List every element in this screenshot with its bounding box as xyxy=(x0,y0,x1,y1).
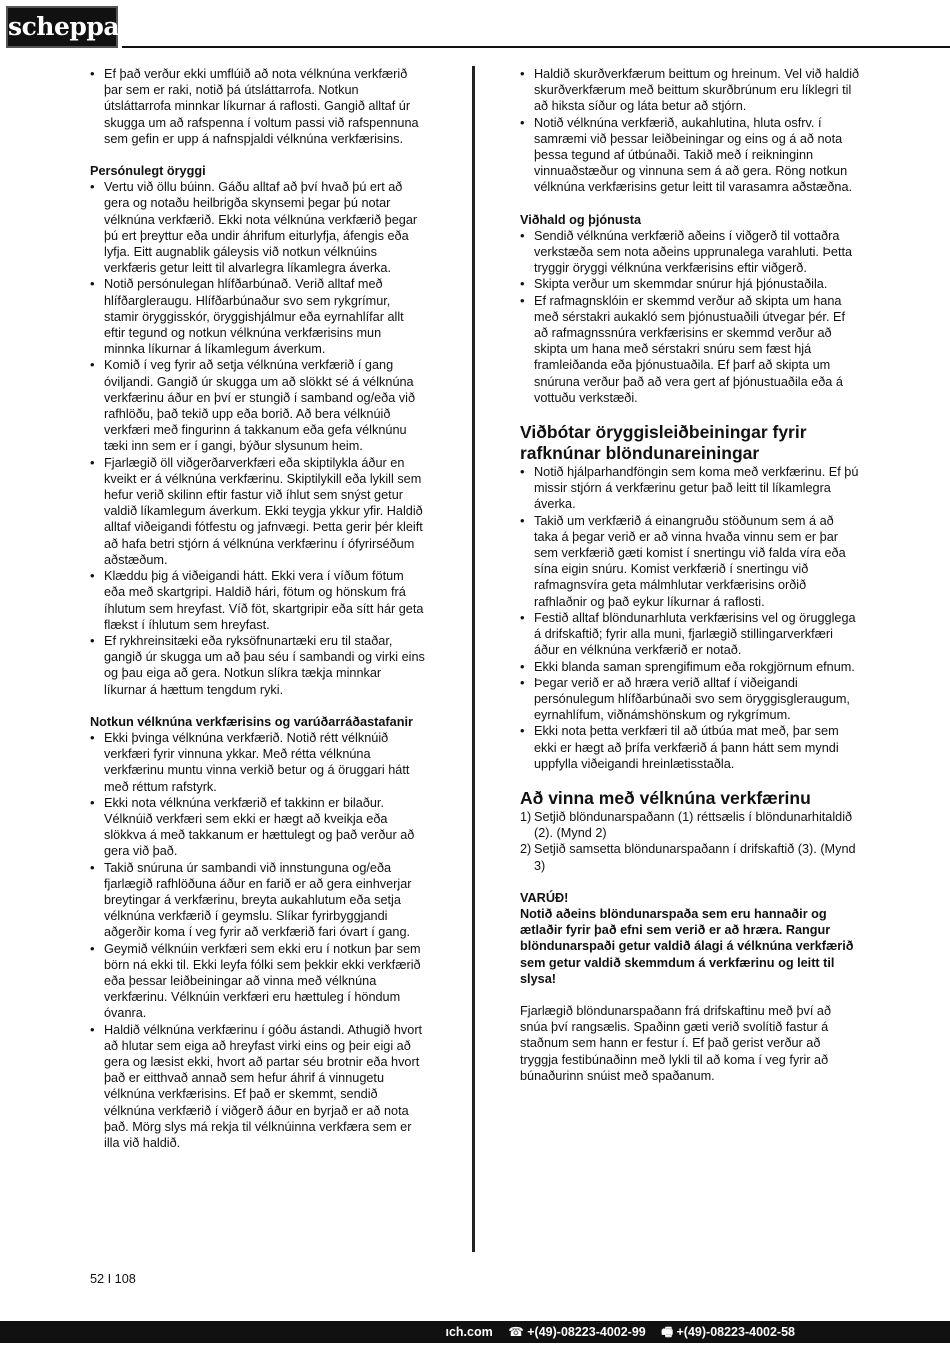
list-item: • Skipta verður um skemmdar snúrur hjá þjónustaðila. xyxy=(520,276,860,292)
header-rule xyxy=(122,46,950,48)
section-heading-additional-safety: Viðbótar öryggisleiðbeiningar fyrir rafknúnar blöndunareiningar xyxy=(520,422,807,464)
list-item: • Ekki blanda saman sprengifimum eða rokgjörnum efnum. xyxy=(520,659,860,675)
list-item: • Haldið vélknúna verkfærinu í góðu ástandi. Athugið hvort að hlutar sem eiga að hreyfast virki eins og þeir eigi að gera og læsist ekki, hvort að partar séu brotnir eða hvort það er eitthvað annað sem hefur áhrif á vinnugetu vélknúna verkfærisins. Ef það er skemmt, sendið vélknúna verkfærið í viðgerð áður en byrjað er að nota það. Mörg slys má rekja til vélknúinna verkfæra sem er illa við haldið. xyxy=(90,1022,425,1152)
list-item: • Geymið vélknúin verkfæri sem ekki eru í notkun þar sem börn ná ekki til. Ekki leyfa fólki sem þekkir ekki verkfærið eða þessar leiðbeiningar að vinna með vélknúna verkfærinu. Vélknúin verkfæri eru hættuleg í höndum óvanra. xyxy=(90,941,425,1022)
list-item: • Ef rykhreinsitæki eða ryksöfnunartæki eru til staðar, gangið úr skugga um að þau séu í sambandi og virki eins og þau eiga að gera. Notkun slíkra tækja minnkar líkurnar á hættum tengdum ryki. xyxy=(90,633,425,698)
footer-bar xyxy=(0,1321,950,1343)
step-text: Setjið blöndunarspaðann (1) réttsælis í blöndunarhitaldið (2). (Mynd 2) xyxy=(534,809,853,841)
left-column xyxy=(90,66,425,1151)
list-item: • Þegar verið er að hræra verið alltaf í viðeigandi persónulegum hlífðarbúnaði svo sem öryggisgleraugum, eyrnahlífum, viðnámshönskum og rykgrímum. xyxy=(520,675,860,724)
top-list xyxy=(520,66,860,196)
list-item: • Notið vélknúna verkfærið, aukahlutina, hluta osfrv. í samræmi við þessar leiðbeiningar og eins og á að nota þessa tegund af útbúnaði. Takið með í reikninginn vinnuaðstæður og vinnuna sem á að gera. Röng notkun vélknúna verkfærisins getur leitt til varasamra aðstæðna. xyxy=(520,115,860,196)
step-item xyxy=(520,841,860,873)
usage-list xyxy=(90,730,425,1151)
list-item: • Notið hjálparhandföngin sem koma með verkfærinu. Ef þú missir stjórn á verkfærinu getur það leitt til líkamlegra áverka. xyxy=(520,464,860,513)
right-column xyxy=(520,66,860,1084)
list-item: • Festið alltaf blöndunarhluta verkfærisins vel og örugglega á drifskaftið; fyrir alla muni, fjarlægið stillingarverkfæri áður en vélknúna verkfærið er notað. xyxy=(520,610,860,659)
step-number: 2) xyxy=(520,842,532,857)
footer-fax: 🖷 +(49)-08223-4002-58 xyxy=(661,1325,795,1339)
list-item: • Ef rafmagnsklóin er skemmd verður að skipta um hana með sérstakri aukakló sem þjónustuaðili útvegar þér. Ef að rafmagnssnúra verkfærisins er skemmd verður að skipta um hana með sérstakri snúru sem fæst hjá framleiðanda eða þjónustuaðila. Ef þarf að skipta um snúruna verður það að vera gert af þjónustuaðila eða á vottuðu verkstæði. xyxy=(520,293,860,406)
list-item: • Takið snúruna úr sambandi við innstunguna og/eða fjarlægið rafhlöðuna áður en farið er að gera einhverjar breytingar á verkfærinu, breyta aukahlutum eða setja vélknúna verkfærið í geymslu. Slíkar fyrirbyggjandi aðgerðir koma í veg fyrir að verkfærið fari óvart í gang. xyxy=(90,860,425,941)
page-number: 52 I 108 xyxy=(90,1272,136,1286)
section-heading-personal-safety: Persónulegt öryggi xyxy=(90,164,206,179)
list-item: • Haldið skurðverkfærum beittum og hreinum. Vel við haldið skurðverkfærum með beittum skurðbrúnum eru líklegri til að hiksta síður og láta betur að stjórn. xyxy=(520,66,860,115)
section-heading-working: Að vinna með vélknúna verkfærinu xyxy=(520,787,811,808)
removal-paragraph: Fjarlægið blöndunarspaðann frá drifskaftinu með því að snúa því rangsælis. Spaðinn gæti verið svolítið fastur á staðnum sem hann er festur í. Ef það gerist verður að tryggja festibúnaðinn með lykli til að koma í veg fyrir að búnaðurinn snúist með spaðanum. xyxy=(520,1003,832,1083)
intro-list xyxy=(90,66,425,147)
list-item: • Fjarlægið öll viðgerðarverkfæri eða skiptilykla áður en kveikt er á vélknúna verkfærinu. Skiptilykill eða lykill sem hefur verið skilinn eftir fastur við íhlut sem snýst getur valdið líkamlegum áverkum. Ekki teygja ykkur yfir. Haldið alltaf viðeigandi fótfestu og jafnvægi. Þetta gerir þér kleift að hafa betri stjórn á vélknúna verkfærinu í ófyrirséðum aðstæðum. xyxy=(90,455,425,568)
list-item: • Ef það verður ekki umflúið að nota vélknúna verkfærið þar sem er raki, notið þá útsláttarrofa. Notkun útsláttarrofa minnkar líkurnar á raflosti. Gangið alltaf úr skugga um að rafspenna í voltum passi við rafspennuna sem gefin er upp á nafnspjaldi vélknúna verkfærisins. xyxy=(90,66,425,147)
footer-contacts xyxy=(445,1321,795,1343)
list-item: • Vertu við öllu búinn. Gáðu alltaf að því hvað þú ert að gera og notaðu heilbrigða skynsemi þegar þú notar vélknúna verkfærið. Ekki nota vélknúna verkfærið þegar þú ert þreyttur eða undir áhrifum eiturlyfja, áfengis eða lyfja. Eitt augnablik gáleysis við notkun vélknúins verkfæris getur leitt til alvarlegra líkamlegra áverka. xyxy=(90,179,425,276)
list-item: • Ekki þvinga vélknúna verkfærið. Notið rétt vélknúið verkfæri fyrir vinnuna ykkar. Með rétta vélknúna verkfærinu muntu vinna verkið betur og á öruggari hátt með réttum rafstyrk. xyxy=(90,730,425,795)
working-steps xyxy=(520,809,860,874)
list-item: • Ekki nota vélknúna verkfærið ef takkinn er bilaður. Vélknúið verkfæri sem ekki er hægt að kveikja eða slökkva á með takkanum er hættulegt og það verður að gera við það. xyxy=(90,795,425,860)
list-item: • Takið um verkfærið á einangruðu stöðunum sem á að taka á þegar verið er að vinna hvaða vinnu sem er þar sem verkfærið gæti komist í snertingu við falda víra eða sína eigin snúru. Komist verkfærið í snertingu við rafmagnsvíra geta málmhlutar verkfærisins orðið rafhlaðnir og það eykur líkurnar á raflosti. xyxy=(520,513,860,610)
footer-phone: ☎ +(49)-08223-4002-99 xyxy=(508,1325,646,1339)
list-item: • Sendið vélknúna verkfærið aðeins í viðgerð til vottaðra verkstæða sem nota aðeins upprunalega varahluti. Þetta tryggir öryggi vélknúna verkfærisins eftir viðgerð. xyxy=(520,228,860,277)
list-item: • Notið persónulegan hlífðarbúnað. Verið alltaf með hlífðargleraugu. Hlífðarbúnaður svo sem rykgrímur, stamir öryggisskór, öryggishjálmur eða eyrnahlífar allt eftir tegund og notkun vélknúna verkfærisins mun minnka líkurnar á líkamlegum áverkum. xyxy=(90,276,425,357)
list-item: • Klæddu þig á viðeigandi hátt. Ekki vera í víðum fötum eða með skartgripi. Haldið hári, fötum og hönskum frá íhlutum sem hreyfast. Víð föt, skartgripir eða sítt hár geta flækst í íhlutum sem hreyfast. xyxy=(90,568,425,633)
list-item: • Ekki nota þetta verkfæri til að útbúa mat með, þar sem ekki er hægt að þrífa verkfærið á þann hátt sem myndi uppfylla viðeigandi hreinlætisstaðla. xyxy=(520,723,860,772)
step-text: Setjið samsetta blöndunarspaðann í drifskaftið (3). (Mynd 3) xyxy=(534,842,856,873)
step-item xyxy=(520,809,860,841)
service-list xyxy=(520,228,860,406)
step-number: 1) xyxy=(520,809,532,824)
personal-safety-list xyxy=(90,179,425,698)
scheppach-logo: scheppach xyxy=(6,6,118,48)
section-heading-service: Viðhald og þjónusta xyxy=(520,212,642,227)
additional-safety-list xyxy=(520,464,860,772)
warning-title: VARÚÐ! xyxy=(520,890,569,905)
section-heading-usage: Notkun vélknúna verkfærisins og varúðarráðastafanir xyxy=(90,714,413,729)
footer-website[interactable]: ıch.com xyxy=(445,1325,493,1339)
list-item: • Komið í veg fyrir að setja vélknúna verkfærið í gang óviljandi. Gangið úr skugga um að slökkt sé á vélknúna verkfærinu áður en því er stungið í samband og/eða við rafhlöðu, það tekið upp eða borið. Að bera vélknúið verkfæri með fingurinn á takkanum eða gefa vélknúnu tæki inn sem er í gangi, býður slysunum heim. xyxy=(90,357,425,454)
column-divider xyxy=(472,66,475,1252)
warning-text: Notið aðeins blöndunarspaða sem eru hannaðir og ætlaðir fyrir það efni sem verið er að hræra. Rangur blöndunarspaði getur valdið álagi á vélknúna verkfærið sem getur valdið skemmdum á verkfærinu og leitt til slysa! xyxy=(520,906,854,986)
